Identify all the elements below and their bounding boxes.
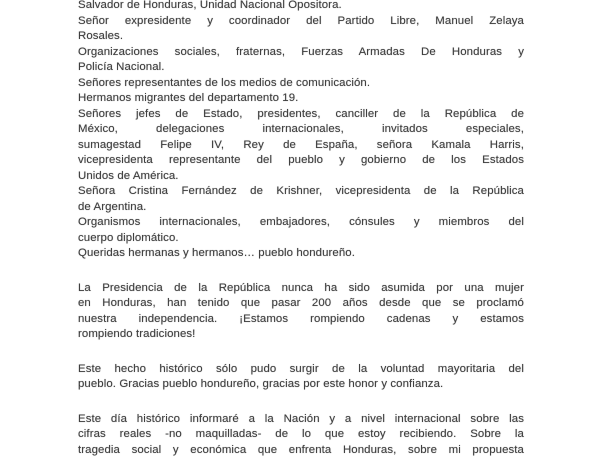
text-line: cuerpo diplomático. [78, 231, 524, 247]
text-line: de Argentina. [78, 200, 524, 216]
paragraph [78, 45, 524, 76]
text-line: Señor expresidente y coordinador del Partido Libre, Manuel Zelaya [78, 14, 524, 30]
text-line: Señores representantes de los medios de comunicación. [78, 76, 524, 92]
paragraph [78, 215, 524, 246]
text-line: Este día histórico informaré a la Nación y a nivel internacional sobre las [78, 412, 524, 428]
paragraph [78, 246, 524, 262]
text-line: Salvador de Honduras, Unidad Nacional Opositora. [78, 0, 524, 14]
text-line: Rosales. [78, 29, 524, 45]
text-line: Unidos de América. [78, 169, 524, 185]
paragraph [78, 184, 524, 215]
paragraph [78, 412, 524, 458]
text-line: Este hecho histórico sólo pudo surgir de la voluntad mayoritaria del [78, 362, 524, 378]
text-line: Policía Nacional. [78, 60, 524, 76]
paragraph [78, 76, 524, 92]
paragraph [78, 362, 524, 393]
text-line: Organizaciones sociales, fraternas, Fuerzas Armadas De Honduras y [78, 45, 524, 61]
text-line: cifras reales -no maquilladas- de lo que estoy recibiendo. Sobre la [78, 427, 524, 443]
paragraph [78, 0, 524, 14]
paragraph [78, 281, 524, 343]
text-line: pueblo. Gracias pueblo hondureño, gracias por este honor y confianza. [78, 377, 524, 393]
text-line: Señora Cristina Fernández de Krishner, vicepresidenta de la República [78, 184, 524, 200]
text-line: Señores jefes de Estado, presidentes, canciller de la República de [78, 107, 524, 123]
paragraph [78, 14, 524, 45]
text-line: nuestra independencia. ¡Estamos rompiendo cadenas y estamos [78, 312, 524, 328]
text-line: sumagestad Felipe IV, Rey de España, señora Kamala Harris, [78, 138, 524, 154]
text-line: Organismos internacionales, embajadores, cónsules y miembros del [78, 215, 524, 231]
document-page [78, 0, 524, 458]
paragraph [78, 91, 524, 107]
text-line: tragedia social y económica que enfrenta Honduras, sobre mi propuesta [78, 443, 524, 458]
text-line: La Presidencia de la República nunca ha sido asumida por una mujer [78, 281, 524, 297]
text-line: en Honduras, han tenido que pasar 200 años desde que se proclamó [78, 296, 524, 312]
text-line: vicepresidenta representante del pueblo y gobierno de los Estados [78, 153, 524, 169]
text-line: rompiendo tradiciones! [78, 327, 524, 343]
text-line: Hermanos migrantes del departamento 19. [78, 91, 524, 107]
text-line: Queridas hermanas y hermanos… pueblo hondureño. [78, 246, 524, 262]
paragraph [78, 107, 524, 185]
text-line: México, delegaciones internacionales, invitados especiales, [78, 122, 524, 138]
